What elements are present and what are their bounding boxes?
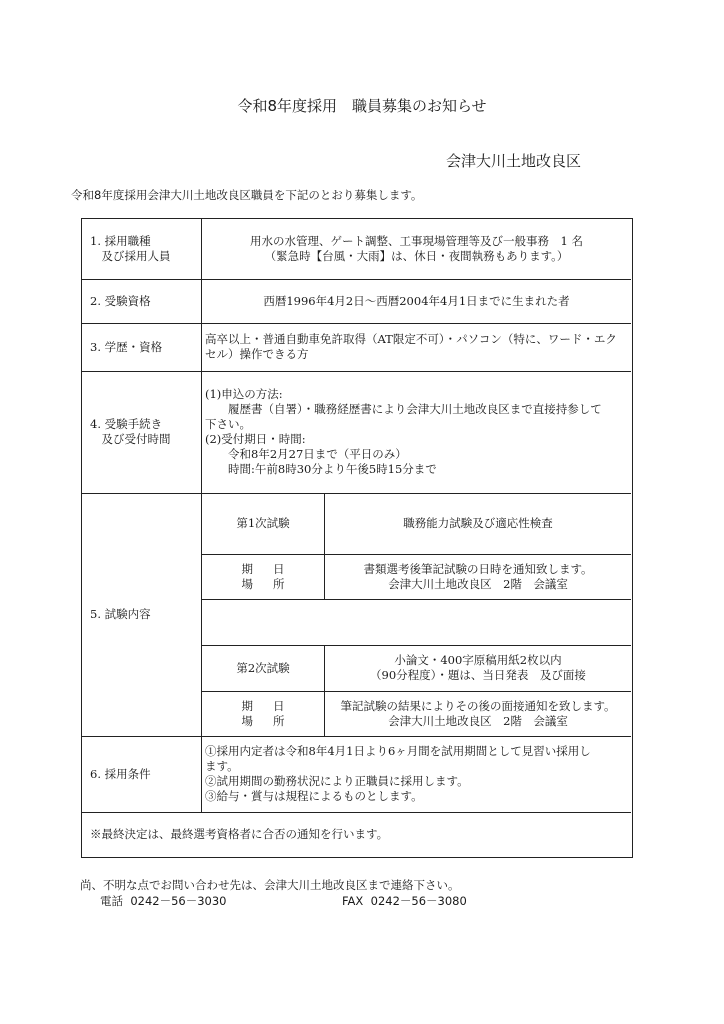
recruitment-table <box>81 218 633 858</box>
content-line: 高卒以上・普通自動車免許取得（AT限定不可）・パソコン（特に、ワード・エク <box>205 332 617 346</box>
place-label-char: 場 <box>241 713 253 728</box>
schedule-line: 書類選考後筆記試験の日時を通知致します。 <box>363 561 593 576</box>
row-label-2 <box>90 279 200 323</box>
exam-description-text: 職務能力試験及び適応性検査 <box>403 516 553 530</box>
row-label-6 <box>90 736 200 812</box>
phone-number: 0242－56－3030 <box>130 894 227 908</box>
row-label-4 <box>90 371 200 493</box>
place-label <box>242 577 285 592</box>
label-line: 4. 受験手続き <box>90 417 163 431</box>
row-content-4 <box>205 371 631 493</box>
content-line: 時間:午前8時30分より午後5時15分まで <box>205 462 437 476</box>
content-line: 令和8年2月27日まで（平日のみ） <box>205 447 407 461</box>
exam1-schedule <box>325 554 631 599</box>
phone-contact <box>100 893 226 909</box>
row-label-3 <box>90 323 200 371</box>
exam1-description <box>325 493 631 554</box>
exam2-description <box>325 645 631 691</box>
label-line: 2. 受験資格 <box>90 293 151 308</box>
row-label-1 <box>90 219 200 279</box>
organization-name: 会津大川土地改良区 <box>446 152 582 170</box>
inquiry-text: 尚、不明な点でお問い合わせ先は、会津大川土地改良区まで連絡下さい。 <box>80 878 460 892</box>
phone-label: 電話 <box>100 894 123 908</box>
content-line: (2)受付期日・時間: <box>205 432 306 446</box>
row-content-3 <box>205 323 631 371</box>
content-line: ②試用期間の勤務状況により正職員に採用します。 <box>205 774 469 788</box>
place-label-char: 所 <box>273 576 285 591</box>
label-line: 及び採用人員 <box>90 249 171 263</box>
fax-label: FAX <box>342 894 364 908</box>
place-label-char: 所 <box>273 713 285 728</box>
exam1-date-place-labels <box>202 554 324 599</box>
note-text: ※最終決定は、最終選考資格者に合否の通知を行います。 <box>90 826 389 841</box>
content-line: (1)申込の方法: <box>205 387 283 401</box>
schedule-line: 会津大川土地改良区 2階 会議室 <box>388 713 568 728</box>
place-label-char: 場 <box>241 576 253 591</box>
page-title: 令和8年度採用 職員募集のお知らせ <box>237 97 487 115</box>
date-label-char: 期 <box>241 561 253 576</box>
exam-description-line: 小論文・400字原稿用紙2枚以内 <box>394 653 562 667</box>
intro-text: 令和8年度採用会津大川土地改良区職員を下記のとおり募集します。 <box>71 188 423 202</box>
exam2-name <box>202 645 324 691</box>
date-label-char: 日 <box>273 561 285 576</box>
exam-description-line: （90分程度）・題は、当日発表 及び面接 <box>370 668 586 682</box>
row-content-1 <box>202 219 631 279</box>
content-line: 西暦1996年4月2日～西暦2004年4月1日までに生まれた者 <box>263 293 570 308</box>
label-line: 5. 試験内容 <box>90 607 151 621</box>
content-line: ③給与・賞与は規程によるものとします。 <box>205 789 423 803</box>
content-line: （緊急時【台風・大雨】は、休日・夜間執務もあります。） <box>264 249 569 263</box>
content-line: セル）操作できる方 <box>205 347 309 361</box>
row-label-5 <box>90 493 200 736</box>
exam-name-text: 第1次試験 <box>236 516 290 530</box>
label-line: 6. 採用条件 <box>90 766 151 781</box>
content-line: 履歴書（自署）・職務経歴書により会津大川土地改良区まで直接持参して <box>205 402 602 416</box>
row-content-2 <box>202 279 631 323</box>
label-line: 及び受付時間 <box>90 432 171 446</box>
content-line: 下さい。 <box>205 417 251 431</box>
final-decision-note <box>90 812 630 856</box>
exam-name-text: 第2次試験 <box>236 660 290 675</box>
content-line: 用水の水管理、ゲート調整、工事現場管理等及び一般事務 1 名 <box>250 234 583 248</box>
row-content-6 <box>205 736 631 812</box>
schedule-line: 会津大川土地改良区 2階 会議室 <box>388 576 568 591</box>
label-line: 3. 学歴・資格 <box>90 339 163 354</box>
date-label-char: 日 <box>273 698 285 713</box>
content-line: ①採用内定者は令和8年4月1日より6ヶ月間を試用期間として見習い採用し <box>205 744 591 758</box>
date-label <box>242 699 285 714</box>
fax-contact <box>342 893 467 909</box>
schedule-line: 筆記試験の結果によりその後の面接通知を致します。 <box>340 698 616 713</box>
exam2-schedule <box>325 691 631 736</box>
content-line: ます。 <box>205 759 239 773</box>
date-label-char: 期 <box>241 698 253 713</box>
exam-row-divider <box>201 599 631 600</box>
exam1-name <box>202 493 324 554</box>
date-label <box>242 562 285 577</box>
label-line: 1. 採用職種 <box>90 234 151 248</box>
fax-number: 0242－56－3080 <box>370 894 467 908</box>
exam2-date-place-labels <box>202 691 324 736</box>
place-label <box>242 714 285 729</box>
